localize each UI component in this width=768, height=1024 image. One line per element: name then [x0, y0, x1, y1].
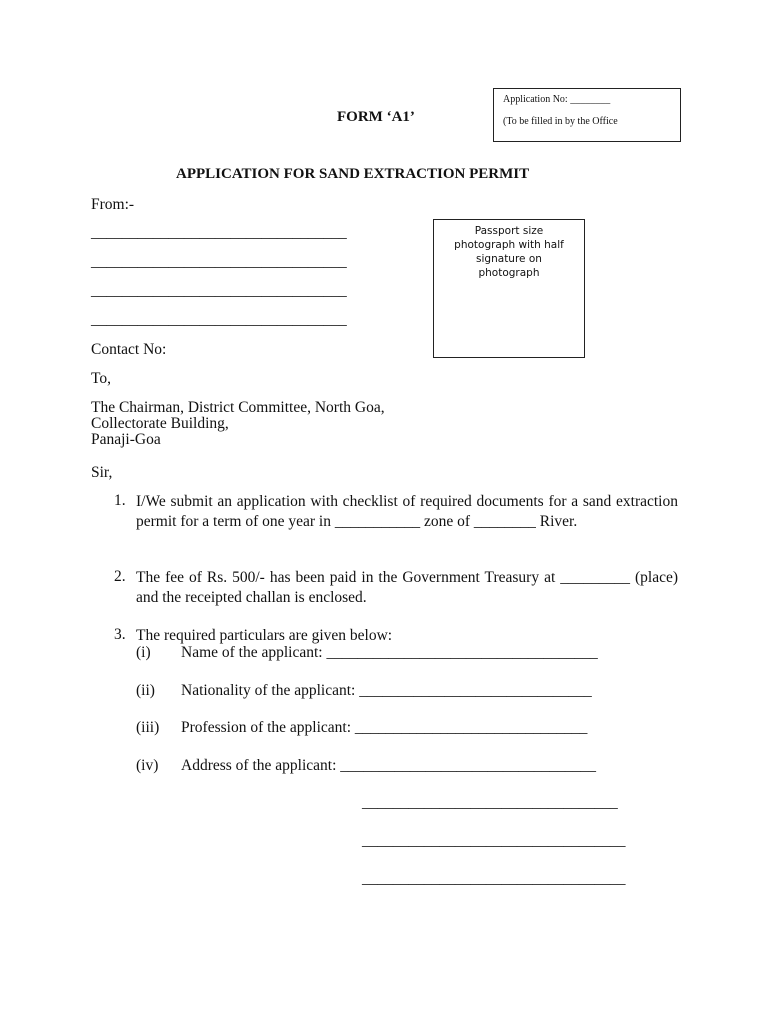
- from-line-2[interactable]: _________________________________: [91, 253, 347, 270]
- from-line-3[interactable]: _________________________________: [91, 282, 347, 299]
- salutation: Sir,: [91, 464, 113, 481]
- from-label: From:-: [91, 196, 135, 213]
- to-label: To,: [91, 370, 112, 387]
- particular-4-number: (iv): [136, 757, 159, 774]
- item-3-text: The required particulars are given below:: [136, 627, 393, 644]
- applicant-address-field[interactable]: Address of the applicant: _________________________________: [181, 757, 597, 774]
- item-1-text: I/We submit an application with checklist of required documents for a sand extraction permit for a term of one year in ___________ zone of ________ River.: [136, 493, 678, 530]
- applicant-name-field[interactable]: Name of the applicant: ___________________________________: [181, 644, 598, 661]
- photo-box-line-3: signature on: [476, 253, 542, 265]
- particular-3-number: (iii): [136, 719, 160, 736]
- from-line-1[interactable]: _________________________________: [91, 224, 347, 241]
- photo-box: [433, 219, 585, 358]
- addressee-line-2: Collectorate Building,: [91, 415, 229, 432]
- applicant-nationality-field[interactable]: Nationality of the applicant: ______________________________: [181, 682, 592, 699]
- from-line-4[interactable]: _________________________________: [91, 311, 347, 328]
- address-line-2[interactable]: _________________________________: [362, 794, 618, 811]
- office-use-box: [493, 88, 681, 142]
- item-2-text: The fee of Rs. 500/- has been paid in the Government Treasury at _________ (place) and the receipted challan is enclosed.: [136, 569, 678, 606]
- addressee-line-3: Panaji-Goa: [91, 431, 161, 448]
- photo-box-line-2: photograph with half: [454, 239, 564, 251]
- item-3-number: 3.: [114, 626, 126, 643]
- addressee-line-1: The Chairman, District Committee, North Goa,: [91, 399, 385, 416]
- particular-2-number: (ii): [136, 682, 155, 699]
- applicant-profession-field[interactable]: Profession of the applicant: ______________________________: [181, 719, 588, 736]
- form-id: FORM ‘A1’: [337, 109, 415, 125]
- photo-box-line-1: Passport size: [474, 225, 544, 237]
- address-line-3[interactable]: __________________________________: [362, 832, 626, 849]
- application-number-field[interactable]: Application No: ________: [503, 94, 611, 105]
- photo-box-line-4: photograph: [478, 267, 540, 279]
- particular-1-number: (i): [136, 644, 151, 661]
- item-1-number: 1.: [114, 492, 126, 509]
- office-use-note: (To be filled in by the Office: [503, 116, 618, 127]
- contact-label: Contact No:: [91, 341, 167, 358]
- page-title: APPLICATION FOR SAND EXTRACTION PERMIT: [176, 166, 530, 182]
- address-line-4[interactable]: __________________________________: [362, 870, 626, 887]
- item-2-number: 2.: [114, 568, 126, 585]
